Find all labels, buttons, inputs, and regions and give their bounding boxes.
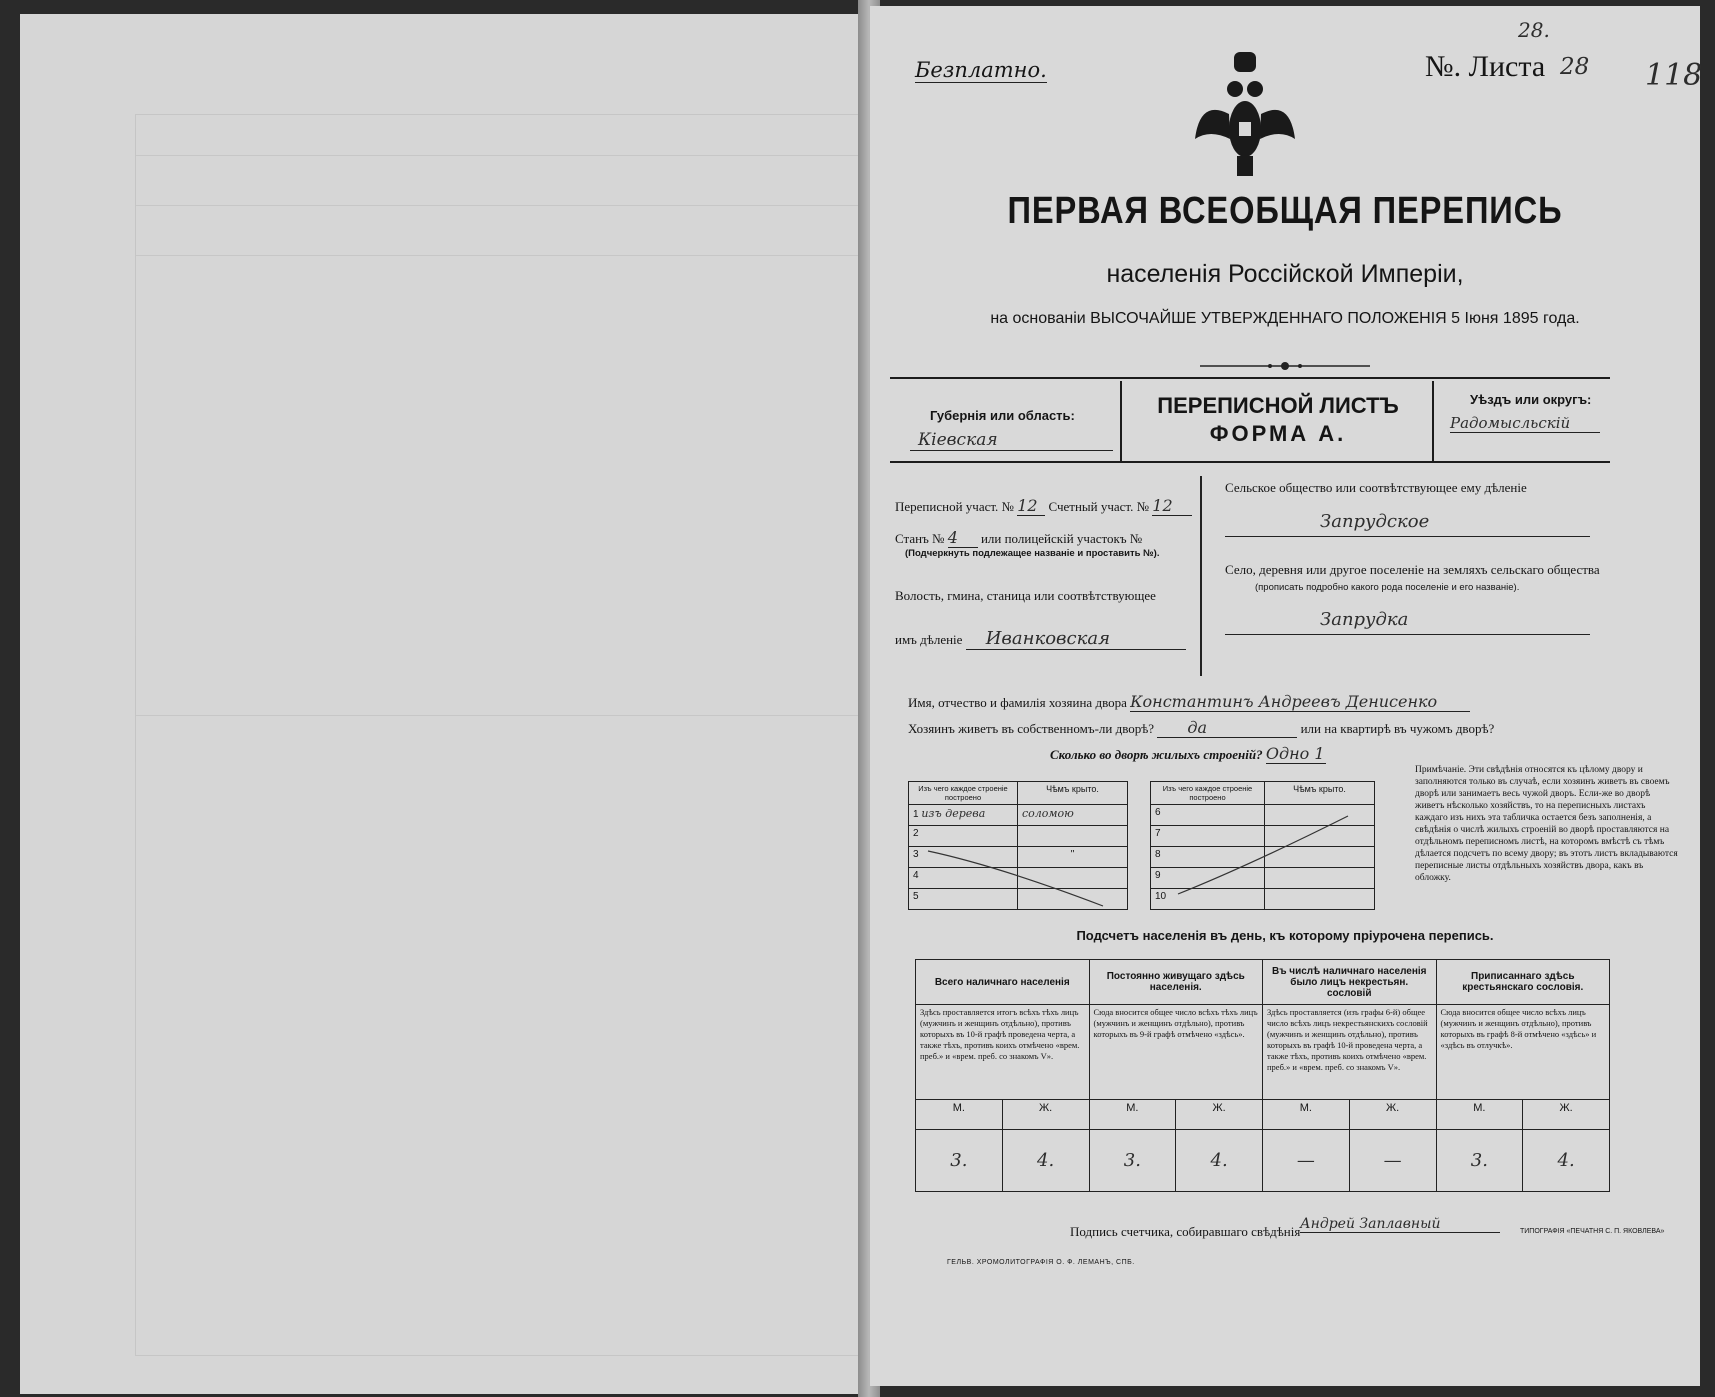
buildings-roof-header: Чѣмъ крыто. [1265,782,1375,805]
village-underline [1225,634,1590,635]
free-label: Безплатно. [915,58,1047,82]
form-title [1125,392,1431,448]
buildings-field [1050,744,1326,764]
population-count-table [915,959,1610,1192]
male-header: М. [1089,1100,1176,1130]
count-value: 4. [1002,1130,1089,1192]
stan-field [895,528,1142,548]
buildings-value: Одно 1 [1265,744,1325,763]
count-description: Здѣсь проставляется итогъ всѣхъ тѣхъ лицъ (мужчинъ и женщинъ отдѣльно), противъ которыхъ въ 10-й графѣ проведена черта, а также тѣхъ, противъ коихъ отмѣчено «врем. преб.» и «врем. преб. со знакомъ V». [916,1005,1090,1100]
buildings-row: 5 [909,889,1018,910]
sheet-number-label: №. Листа [1425,50,1546,83]
count-header: Постоянно живущаго здѣсь населенія. [1089,960,1263,1005]
row-number: 1 [913,809,919,820]
row3-mark: " [1018,847,1128,868]
underline-note: (Подчеркнуть подлежащее названіе и проставить №). [905,548,1160,559]
female-header: Ж. [1002,1100,1089,1130]
lives-field [908,718,1494,738]
count-header: Въ числѣ наличнаго населенія было лицъ некрестьян. сословій [1263,960,1437,1005]
census-section-label: Переписной участ. № [895,499,1014,514]
police-label: или полицейскій участокъ № [980,531,1143,546]
form-header-divider [1432,381,1434,461]
left-page-bleedthrough [135,114,877,1356]
buildings-row: 8 [1151,847,1265,868]
count-header: Всего наличнаго населенія [916,960,1090,1005]
volost-field [895,628,1186,650]
female-header: Ж. [1523,1100,1610,1130]
buildings-material-header: Изъ чего каждое строеніе построено [909,782,1018,805]
buildings-row: 6 [1151,805,1265,826]
female-header: Ж. [1349,1100,1436,1130]
count-description: Сюда вносится общее число всѣхъ тѣхъ лицъ (мужчинъ и женщинъ отдѣльно), противъ которыхъ въ 9-й графѣ отмѣчено «здѣсь». [1089,1005,1263,1100]
form-header-divider [1120,381,1122,461]
signature-value: Андрей Заплавный [1300,1216,1500,1233]
fields-divider [1200,476,1202,676]
buildings-row: 3 [909,847,1018,868]
province-label: Губернія или область: [930,408,1075,423]
count-value: 3. [1089,1130,1176,1192]
divider-ornament [1200,360,1370,372]
province-value: Кіевская [910,430,1113,451]
left-page [20,14,880,1394]
signature-label: Подпись счетчика, собиравшаго свѣдѣнія [1070,1224,1301,1239]
count-section-label: Счетный участ. № [1048,499,1150,514]
count-value: 4. [1523,1130,1610,1192]
census-title: ПЕРВАЯ ВСЕОБЩАЯ ПЕРЕПИСЬ [1007,190,1563,232]
buildings-label: Сколько во дворѣ жилыхъ строеній? [1050,747,1263,762]
ghost-line [136,155,876,156]
form-title-line1: ПЕРЕПИСНОЙ ЛИСТЪ [1157,393,1399,418]
volost-label: Волость, гмина, станица или соотвѣтствующее [895,588,1156,603]
stan-label: Станъ № [895,531,945,546]
census-section-value: 12 [1017,496,1045,516]
count-description: Здѣсь проставляется (изъ графы 6-й) общее число всѣхъ лицъ некрестьянскихъ сословій (мужчинъ и женщинъ отдѣльно), противъ которыхъ въ графѣ 10-й проведена черта, а также тѣхъ, противъ коихъ отмѣчено «врем. преб.» и «врем. преб. со знакомъ V». [1263,1005,1437,1100]
buildings-roof-header: Чѣмъ крыто. [1018,782,1128,805]
owner-field [908,692,1470,712]
ghost-line [136,715,876,716]
count-header: Приписаннаго здѣсь крестьянскаго сословія. [1436,960,1610,1005]
buildings-row: 2 [909,826,1018,847]
imperial-eagle-emblem [1190,44,1300,184]
census-subtitle: населенія Россійской Имперіи, [1106,260,1464,288]
district-value: Радомысльскій [1450,414,1600,433]
buildings-row: 10 [1151,889,1265,910]
printer-stamp-right: ТИПОГРАФІЯ «ПЕЧАТНЯ С. П. ЯКОВЛЕВА» [1520,1228,1665,1235]
owner-value: Константинъ Андреевъ Денисенко [1130,692,1470,712]
buildings-row: 9 [1151,868,1265,889]
buildings-row: 4 [909,868,1018,889]
row1-roof: соломою [1018,805,1128,826]
society-value: Запрудское [1320,511,1430,532]
count-value: 3. [1436,1130,1523,1192]
lives-label: Хозяинъ живетъ въ собственномъ-ли дворѣ? [908,721,1155,736]
village-label: Село, деревня или другое поселеніе на земляхъ сельскаго общества [1225,562,1600,577]
ghost-line [136,255,876,256]
form-title-line2: ФОРМА А. [1209,421,1347,446]
village-note: (прописать подробно какого рода поселеніе и его названіе). [1255,582,1520,593]
sheet-number-value: 28 [1560,54,1590,80]
owner-label: Имя, отчество и фамилія хозяина двора [908,695,1127,710]
male-header: М. [916,1100,1003,1130]
strike-lines [908,806,1378,911]
village-value: Запрудка [1320,609,1409,630]
lives-value: да [1157,718,1297,738]
male-header: М. [1263,1100,1350,1130]
buildings-note: Примѣчаніе. Эти свѣдѣнія относятся къ цѣлому двору и заполняются только въ случаѣ, если хозяинъ живетъ въ своемъ дворѣ или занимаетъ весь чужой дворъ. Если-же во дворѣ живетъ нѣсколько хозяйствъ, то на переписныхъ листахъ каждаго изъ нихъ эта табличка остается безъ заполненія, а свѣдѣнія о числѣ жилыхъ строеній во дворѣ проставляются на отдѣльномъ переписномъ листѣ, на которомъ вмѣстѣ съ тѣмъ дѣлается подсчетъ по всему двору; въ этотъ листъ вкладываются переписные листы отдѣльныхъ хозяйствъ двора, какъ въ обложку. [1415,765,1678,883]
census-basis: на основаніи ВЫСОЧАЙШЕ УТВЕРЖДЕННАГО ПОЛОЖЕНІЯ 5 Іюня 1895 года. [990,310,1580,327]
buildings-material-header: Изъ чего каждое строеніе построено [1151,782,1265,805]
society-label: Сельское общество или соотвѣтствующее ему дѣленіе [1225,480,1527,495]
printer-stamp-left: ГЕЛЬВ. ХРОМОЛИТОГРАФІЯ О. Ф. ЛЕМАНЪ, СПБ. [947,1259,1135,1266]
count-description: Сюда вносится общее число всѣхъ лицъ (мужчинъ и женщинъ отдѣльно), противъ которыхъ въ графѣ 8-й отмѣчено «здѣсь» и «здѣсь въ отлучкѣ». [1436,1005,1610,1100]
male-header: М. [1436,1100,1523,1130]
volost-value: Иванковская [966,628,1186,650]
stan-value: 4 [948,528,978,548]
ghost-line [136,205,876,206]
count-section-value: 12 [1152,496,1192,516]
row1-material: изъ дерева [921,807,986,820]
count-value: 3. [916,1130,1003,1192]
top-page-number: 28. [1518,18,1550,42]
corner-page-number: 118 [1645,58,1703,93]
society-underline [1225,536,1590,537]
female-header: Ж. [1176,1100,1263,1130]
volost-label2: имъ дѣленіе [895,632,963,647]
count-value: — [1263,1130,1350,1192]
buildings-row: 7 [1151,826,1265,847]
count-table-title: Подсчетъ населенія въ день, къ которому пріурочена перепись. [1076,928,1494,943]
census-section-field [895,496,1192,516]
census-form-page [870,6,1703,1386]
count-value: 4. [1176,1130,1263,1192]
district-label: Уѣздъ или округъ: [1470,392,1592,407]
apartment-label: или на квартирѣ въ чужомъ дворѣ? [1300,721,1495,736]
count-value: — [1349,1130,1436,1192]
